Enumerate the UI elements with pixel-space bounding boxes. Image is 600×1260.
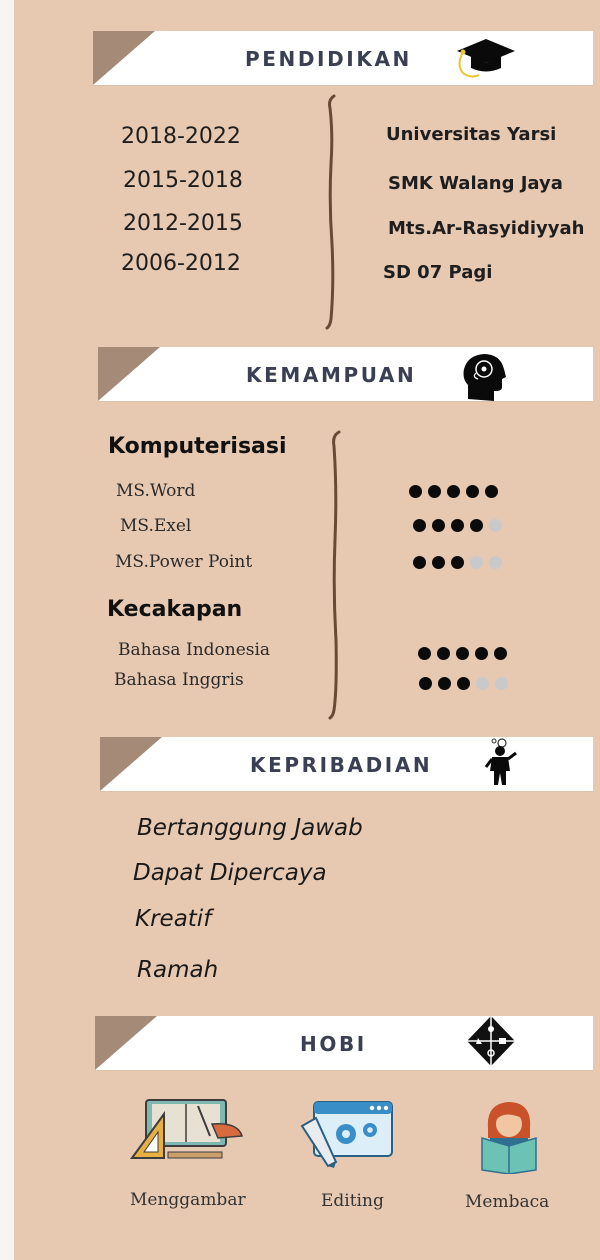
skill-ms-exel: MS.Exel xyxy=(120,516,192,536)
header-triangle xyxy=(98,347,160,401)
rating-dot-filled xyxy=(485,485,498,498)
reading-person-icon xyxy=(478,1098,540,1174)
rating-dot-filled xyxy=(457,677,470,690)
hobby-diamond-icon xyxy=(465,1014,517,1068)
rating-dot-filled xyxy=(475,647,488,660)
rating-dot-filled xyxy=(413,519,426,532)
rating-dot-filled xyxy=(432,556,445,569)
edu-years-2: 2015-2018 xyxy=(123,168,243,193)
hobby-menggambar: Menggambar xyxy=(130,1190,246,1210)
trait-dapat-dipercaya: Dapat Dipercaya xyxy=(133,860,327,886)
left-edge-strip xyxy=(0,0,14,1260)
rating-dot-empty xyxy=(489,556,502,569)
rating-ms-power-point xyxy=(413,556,502,569)
hobby-membaca: Membaca xyxy=(465,1192,550,1212)
rating-dot-filled xyxy=(438,677,451,690)
header-triangle xyxy=(95,1016,157,1070)
rating-dot-empty xyxy=(495,677,508,690)
graduation-cap-icon xyxy=(453,35,519,85)
vertical-divider xyxy=(325,430,345,720)
rating-dot-filled xyxy=(419,677,432,690)
rating-dot-filled xyxy=(428,485,441,498)
person-thinking-icon xyxy=(480,737,520,789)
rating-dot-filled xyxy=(437,647,450,660)
rating-dot-filled xyxy=(466,485,479,498)
edu-school-3: Mts.Ar-Rasyidiyyah xyxy=(388,218,585,239)
rating-bahasa-inggris xyxy=(419,677,508,690)
rating-dot-filled xyxy=(456,647,469,660)
trait-kreatif: Kreatif xyxy=(135,906,212,932)
drawing-tools-icon xyxy=(128,1092,246,1166)
rating-bahasa-indonesia xyxy=(418,647,507,660)
edu-years-3: 2012-2015 xyxy=(123,211,243,236)
skill-ms-word: MS.Word xyxy=(116,481,196,501)
section-header-kemampuan xyxy=(98,347,593,401)
rating-dot-filled xyxy=(451,556,464,569)
rating-dot-empty xyxy=(470,556,483,569)
vertical-divider xyxy=(322,94,342,330)
edu-years-4: 2006-2012 xyxy=(121,251,241,276)
header-triangle xyxy=(100,737,162,791)
rating-ms-exel xyxy=(413,519,502,532)
edu-years-1: 2018-2022 xyxy=(121,124,241,149)
rating-dot-filled xyxy=(413,556,426,569)
rating-dot-filled xyxy=(432,519,445,532)
header-triangle xyxy=(93,31,155,85)
trait-ramah: Ramah xyxy=(137,957,219,983)
rating-dot-filled xyxy=(418,647,431,660)
rating-dot-filled xyxy=(447,485,460,498)
edu-school-2: SMK Walang Jaya xyxy=(388,173,563,194)
section-title: HOBI xyxy=(300,1032,367,1056)
skill-ms-power-point: MS.Power Point xyxy=(115,552,253,572)
skill-group-kecakapan: Kecakapan xyxy=(107,597,243,622)
rating-dot-filled xyxy=(451,519,464,532)
trait-bertanggung-jawab: Bertanggung Jawab xyxy=(137,815,363,841)
section-title: KEMAMPUAN xyxy=(246,363,417,387)
skill-group-komputerisasi: Komputerisasi xyxy=(108,434,287,459)
skill-bahasa-inggris: Bahasa Inggris xyxy=(114,670,244,690)
editing-window-icon xyxy=(300,1096,396,1168)
rating-ms-word xyxy=(409,485,498,498)
rating-dot-filled xyxy=(409,485,422,498)
head-brain-icon xyxy=(458,349,512,407)
section-title: KEPRIBADIAN xyxy=(250,753,433,777)
edu-school-4: SD 07 Pagi xyxy=(383,262,493,283)
section-header-pendidikan xyxy=(93,31,593,85)
rating-dot-filled xyxy=(494,647,507,660)
section-header-kepribadian xyxy=(100,737,593,791)
edu-school-1: Universitas Yarsi xyxy=(386,124,557,145)
rating-dot-empty xyxy=(476,677,489,690)
rating-dot-filled xyxy=(470,519,483,532)
hobby-editing: Editing xyxy=(321,1191,384,1211)
section-title: PENDIDIKAN xyxy=(245,47,412,71)
rating-dot-empty xyxy=(489,519,502,532)
skill-bahasa-indonesia: Bahasa Indonesia xyxy=(118,640,271,660)
section-header-hobi xyxy=(95,1016,593,1070)
